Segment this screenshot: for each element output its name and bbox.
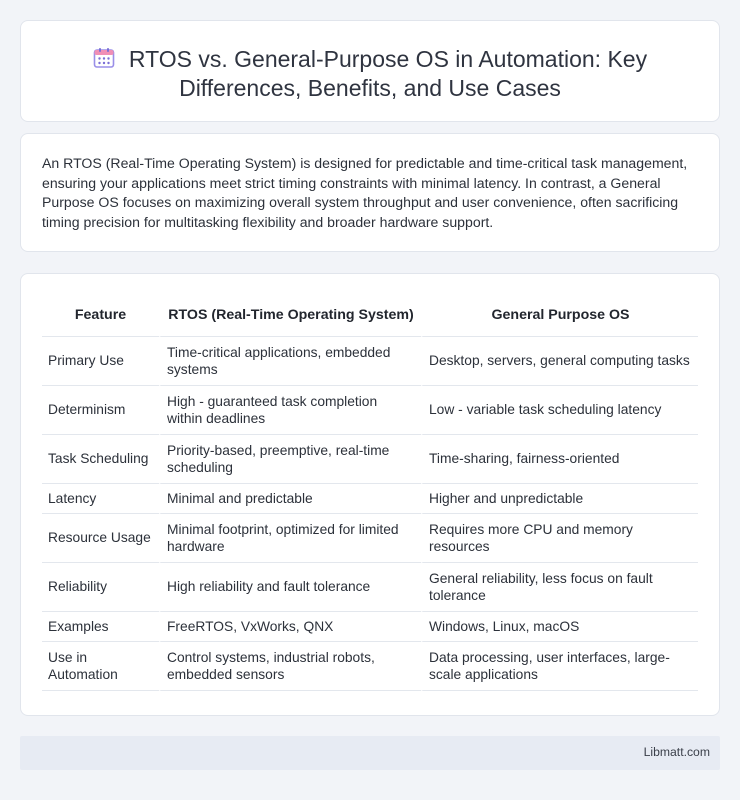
page-title-text: RTOS vs. General-Purpose OS in Automation: Key Differences, Benefits, and Use Cases: [128, 46, 648, 101]
feature-cell: Reliability: [42, 563, 159, 612]
table-row: [42, 484, 698, 514]
gpos-cell: Low - variable task scheduling latency: [421, 386, 698, 435]
table-row: [42, 337, 698, 386]
comparison-card: [20, 273, 720, 716]
table-row: [42, 386, 698, 435]
header-feature: Feature: [42, 294, 159, 337]
rtos-cell: FreeRTOS, VxWorks, QNX: [159, 612, 421, 642]
table-row: [42, 435, 698, 484]
gpos-cell: Requires more CPU and memory resources: [421, 514, 698, 563]
header-rtos: RTOS (Real-Time Operating System): [159, 294, 421, 337]
footer-brand-link[interactable]: Libmatt.com: [643, 745, 710, 759]
table-row: [42, 514, 698, 563]
calendar-icon: [93, 47, 115, 69]
feature-cell: Examples: [42, 612, 159, 642]
feature-cell: Primary Use: [42, 337, 159, 386]
table-row: [42, 612, 698, 642]
intro-paragraph: An RTOS (Real-Time Operating System) is designed for predictable and time-critical task management, ensuring your applications meet strict timing constraints with minimal latency. In contrast, a General Purpose OS focuses on maximizing overall system throughput and user convenience, often sacrificing timing precision for multitasking flexibility and broader hardware support.: [42, 155, 688, 230]
page-title: [61, 45, 679, 103]
feature-cell: Latency: [42, 484, 159, 514]
gpos-cell: General reliability, less focus on fault tolerance: [421, 563, 698, 612]
rtos-cell: Minimal and predictable: [159, 484, 421, 514]
rtos-cell: Control systems, industrial robots, embedded sensors: [159, 642, 421, 691]
feature-cell: Task Scheduling: [42, 435, 159, 484]
comparison-table: [42, 294, 698, 691]
gpos-cell: Data processing, user interfaces, large-scale applications: [421, 642, 698, 691]
intro-card: [20, 133, 720, 252]
gpos-cell: Windows, Linux, macOS: [421, 612, 698, 642]
feature-cell: Resource Usage: [42, 514, 159, 563]
gpos-cell: Desktop, servers, general computing tasks: [421, 337, 698, 386]
table-row: [42, 563, 698, 612]
title-card: [20, 20, 720, 122]
title-wrap: [21, 45, 719, 103]
feature-cell: Determinism: [42, 386, 159, 435]
gpos-cell: Higher and unpredictable: [421, 484, 698, 514]
table-row: [42, 642, 698, 691]
table-header-row: [42, 294, 698, 337]
rtos-cell: Minimal footprint, optimized for limited hardware: [159, 514, 421, 563]
feature-cell: Use in Automation: [42, 642, 159, 691]
rtos-cell: Time-critical applications, embedded systems: [159, 337, 421, 386]
gpos-cell: Time-sharing, fairness-oriented: [421, 435, 698, 484]
footer-bar: [20, 736, 720, 770]
rtos-cell: High reliability and fault tolerance: [159, 563, 421, 612]
rtos-cell: Priority-based, preemptive, real-time scheduling: [159, 435, 421, 484]
header-gpos: General Purpose OS: [421, 294, 698, 337]
rtos-cell: High - guaranteed task completion within deadlines: [159, 386, 421, 435]
